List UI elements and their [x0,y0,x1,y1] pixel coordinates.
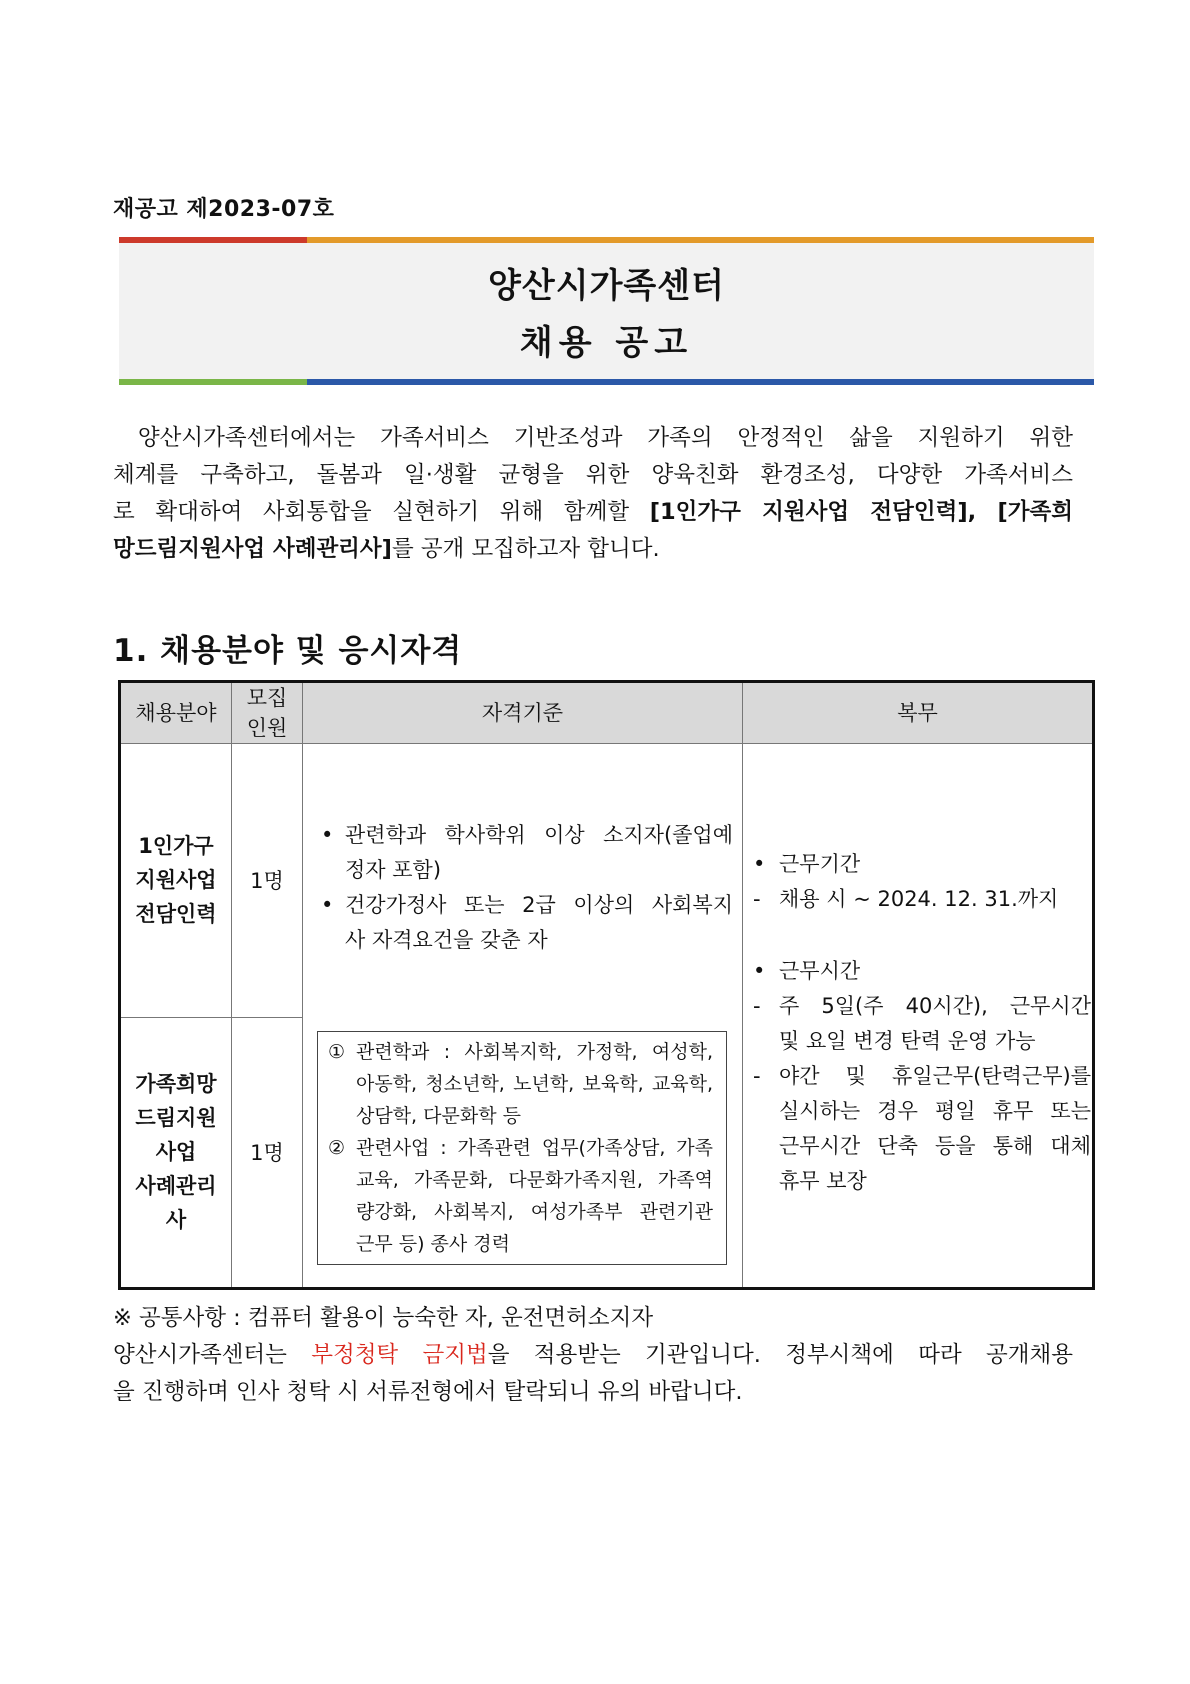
header-duty: 복무 [743,682,1094,744]
duty-text: 근무기간 [779,852,861,877]
common-requirements: ※ 공통사항 : 컴퓨터 활용이 능숙한 자, 운전면허소지자 [113,1305,654,1331]
dash-icon: - [753,1064,761,1089]
detail-text: 량강화, 사회복지, 여성가족부 관련기관 [356,1201,713,1224]
field-text: 지원사업 [135,868,217,893]
detail-item [328,1036,713,1132]
detail-text: 교육, 가족문화, 다문화가족지원, 가족역 [356,1169,713,1192]
intro-line: 체계를 구축하고, 돌봄과 일·생활 균형을 위한 양육친화 환경조성, 다양한 가족서비스 [113,462,1073,488]
count-cell: 1명 [232,744,303,1017]
field-text: 사 [165,1208,187,1233]
intro-line [113,531,1073,568]
count-cell: 1명 [232,1017,303,1288]
announcement-number: 재공고 제2023-07호 [113,197,335,222]
anti-graft-notice [113,1337,1073,1374]
detail-text: 상담학, 다문화학 등 [356,1105,521,1128]
detail-text: 아동학, 청소년학, 노년학, 보육학, 교육학, [356,1073,713,1096]
duty-text: 및 요일 변경 탄력 운영 가능 [779,1029,1036,1054]
header-field: 채용분야 [120,682,232,744]
circled-one-icon: ① [328,1041,346,1064]
detail-item [328,1132,713,1260]
qualification-cell [303,744,743,1289]
field-text: 1인가구 [138,834,214,859]
circled-two-icon: ② [328,1137,346,1160]
header-count-l1: 모집 [246,686,288,711]
bullet-icon: • [321,823,334,848]
intro-text: 양산시가족센터에서는 가족서비스 기반조성과 가족의 안정적인 삶을 지원하기 위한 [137,425,1074,451]
intro-line [113,494,1073,531]
duty-text: 근무시간 단축 등을 통해 대체 [779,1134,1091,1159]
qualification-item [313,888,733,958]
field-text: 드림지원 [135,1106,217,1131]
field-text: 가족희망 [135,1072,217,1097]
intro-text: 로 확대하여 사회통합을 실현하기 위해 함께할 [113,499,650,525]
duty-text: 야간 및 휴일근무(탄력근무)를 [779,1064,1091,1089]
duty-hours-detail [753,989,1091,1059]
duty-hours-detail [753,1059,1091,1199]
field-text: 전담인력 [135,902,217,927]
intro-text: 를 공개 모집하고자 합니다. [391,536,660,562]
notice-text: 을 진행하며 인사 청탁 시 서류전형에서 탈락되니 유의 바랍니다. [113,1379,743,1405]
banner-top-orange-bar [307,237,1094,243]
bullet-icon: • [753,959,766,984]
bullet-icon: • [321,893,334,918]
duty-cell [743,744,1094,1289]
duty-period-heading [753,847,1091,882]
field-single-household [120,744,232,1017]
page-title-org: 양산시가족센터 [488,266,725,306]
footer-notes [113,1300,1073,1411]
qualification-detail-box [317,1031,727,1265]
banner-bottom-green-bar [119,379,307,385]
duty-hours-heading [753,954,1091,989]
notice-text: 양산시가족센터는 [113,1342,312,1368]
duty-text: 실시하는 경우 평일 휴무 또는 [779,1099,1091,1124]
dash-icon: - [753,994,761,1019]
header-qualification: 자격기준 [303,682,743,744]
field-text: 사업 [155,1140,197,1165]
field-family-dream [120,1017,232,1288]
bullet-icon: • [753,852,766,877]
banner-bottom-blue-bar [307,379,1094,385]
field-text: 사례관리 [135,1174,217,1199]
duty-text: 근무시간 [779,959,861,984]
qualification-text: 관련학과 학사학위 이상 소지자(졸업예 [345,823,733,848]
detail-text: 근무 등) 종사 경력 [356,1233,511,1256]
intro-paragraph [113,420,1073,568]
detail-text: 관련사업 : 가족관련 업무(가족상담, 가족 [356,1137,713,1160]
table-header-row [120,682,1094,744]
detail-text: 관련학과 : 사회복지학, 가정학, 여성학, [356,1041,713,1064]
page-title: 채용 공고 [519,323,694,363]
qualification-text: 사 자격요건을 갖춘 자 [345,928,548,953]
header-count [232,682,303,744]
section-heading: 1. 채용분야 및 응시자격 [113,633,463,669]
header-count-l2: 인원 [246,716,288,741]
duty-period-detail [753,882,1091,917]
anti-graft-law-highlight: 부정청탁 금지법 [311,1342,488,1368]
qualification-text: 건강가정사 또는 2급 이상의 사회복지 [345,893,733,918]
dash-icon: - [753,887,761,912]
qualification-item [313,818,733,888]
qualification-text: 정자 포함) [345,858,442,883]
duty-text: 휴무 보장 [779,1169,867,1194]
intro-line [113,420,1073,457]
recruitment-table [118,680,1095,1290]
intro-position-names: [1인가구 지원사업 전담인력], [가족희 [649,499,1073,525]
banner-top-red-bar [119,237,307,243]
table-row [120,744,1094,1017]
notice-text: 을 적용받는 기관입니다. 정부시책에 따라 공개채용 [487,1342,1073,1368]
intro-position-names: 망드림지원사업 사례관리사] [113,536,392,562]
duty-text: 채용 시 ~ 2024. 12. 31.까지 [779,887,1059,912]
duty-text: 주 5일(주 40시간), 근무시간 [779,994,1091,1019]
